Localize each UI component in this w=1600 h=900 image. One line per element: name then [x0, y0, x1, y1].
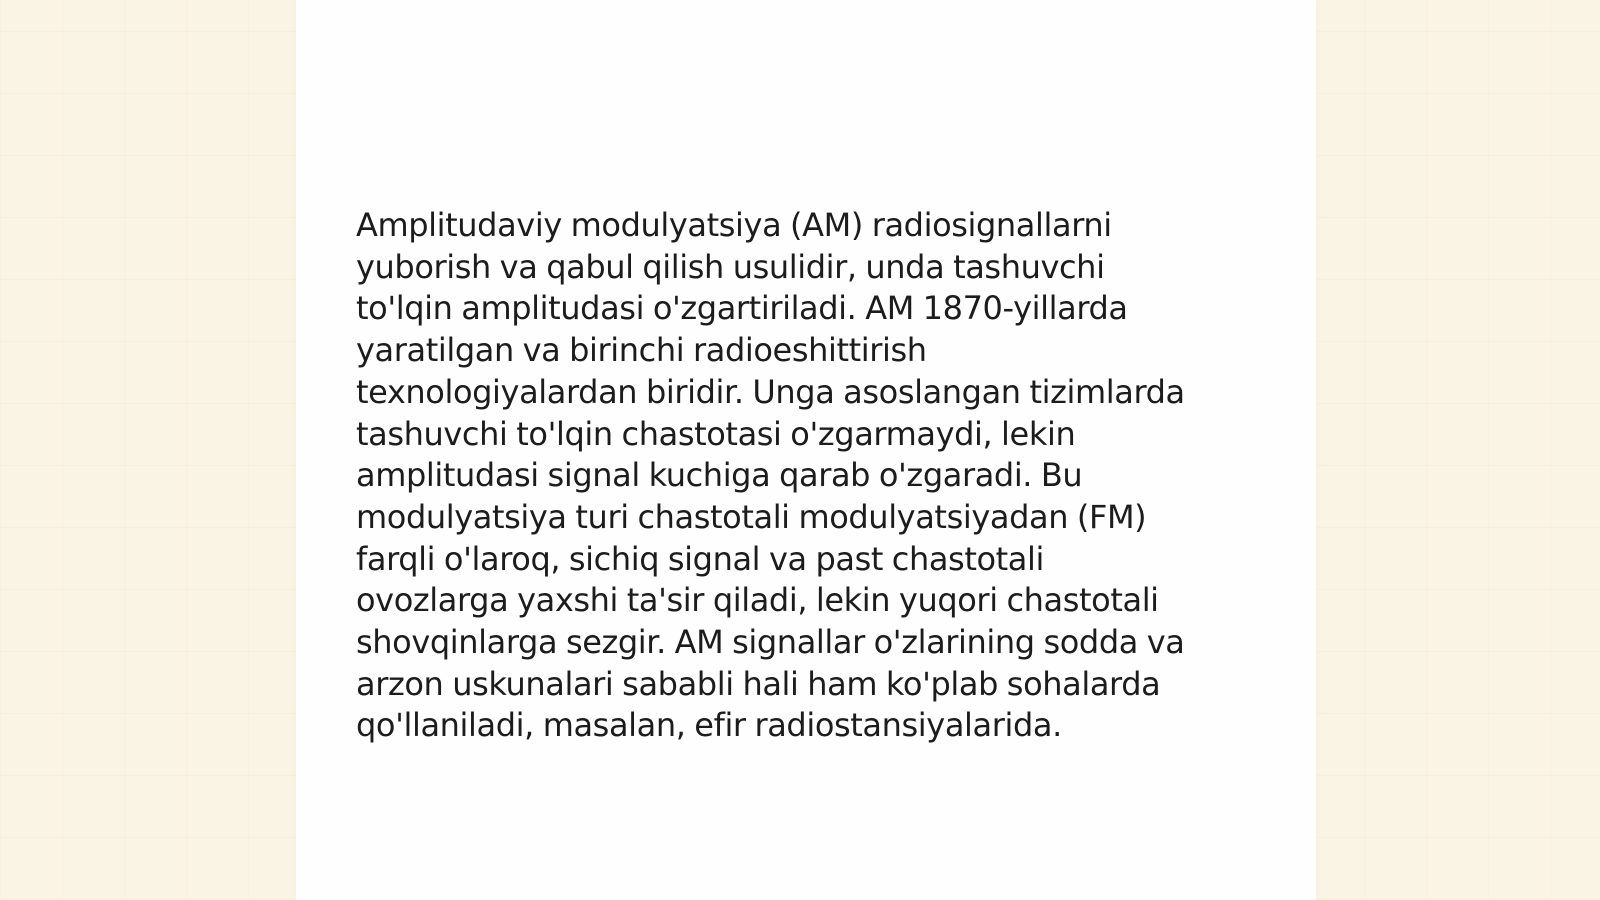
- paragraph-line: ovozlarga yaxshi ta'sir qiladi, lekin yuqori chastotali: [356, 581, 1159, 620]
- paragraph-line: Amplitudaviy modulyatsiya (AM) radiosignallarni: [356, 206, 1112, 244]
- paragraph-line: shovqinlarga sezgir. AM signallar o'zlarining sodda va: [356, 623, 1185, 662]
- paragraph-line: texnologiyalardan biridir. Unga asoslangan tizimlarda: [356, 372, 1185, 411]
- paragraph-line: qo'llaniladi, masalan, efir radiostansiyalarida.: [356, 706, 1062, 745]
- document-panel: [296, 0, 1316, 900]
- paragraph-line: yaratilgan va birinchi radioeshittirish: [356, 331, 927, 370]
- paragraph-line: farqli o'laroq, sichiq signal va past chastotali: [356, 539, 1044, 578]
- paragraph-line: tashuvchi to'lqin chastotasi o'zgarmaydi, lekin: [356, 414, 1076, 453]
- paragraph-line: yuborish va qabul qilish usulidir, unda tashuvchi: [356, 247, 1105, 286]
- body-paragraph: [356, 205, 1236, 747]
- paragraph-line: modulyatsiya turi chastotali modulyatsiyadan (FM): [356, 497, 1147, 536]
- paragraph-line: arzon uskunalari sababli hali ham ko'plab sohalarda: [356, 664, 1161, 703]
- paragraph-line: to'lqin amplitudasi o'zgartiriladi. AM 1870-yillarda: [356, 289, 1128, 328]
- paragraph-line: amplitudasi signal kuchiga qarab o'zgaradi. Bu: [356, 456, 1083, 495]
